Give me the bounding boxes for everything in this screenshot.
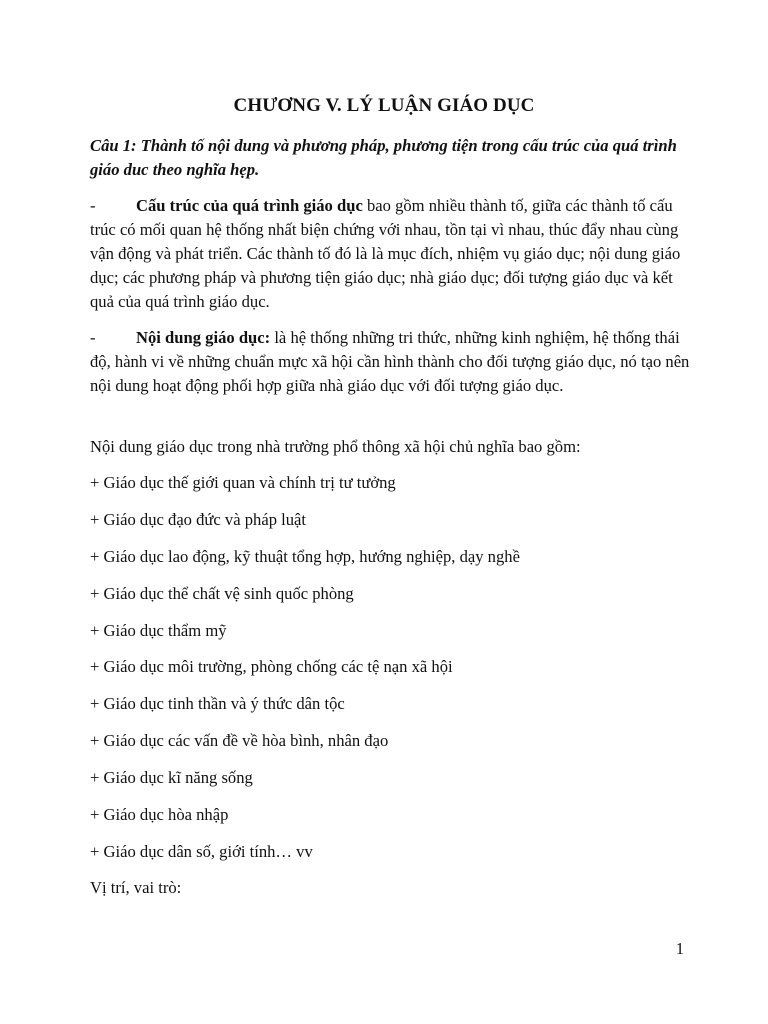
list-item: + Giáo dục hòa nhập bbox=[90, 805, 229, 824]
paragraph-dash: - bbox=[90, 328, 96, 347]
list-item: + Giáo dục kĩ năng sống bbox=[90, 768, 253, 787]
paragraph-text: bao gồm nhiều thành tố, giữa các thành tố cấu trúc có mối quan hệ thống nhất biện chứng với nhau, tồn tại vì nhau, thúc đẩy nhau cùng vận động và phát triển. Các thành tố đó là là mục đích, nhiệm vụ giáo dục; nội dung giáo dục; các phương pháp và phương tiện giáo dục; nhà giáo dục; đối tượng giáo dục và kết quả của quá trình giáo dục. bbox=[90, 196, 681, 311]
intro-line: Nội dung giáo dục trong nhà trường phổ thông xã hội chủ nghĩa bao gồm: bbox=[90, 437, 581, 456]
list-item: + Giáo dục các vấn đề về hòa bình, nhân đạo bbox=[90, 731, 389, 750]
paragraph-text: là hệ thống những tri thức, những kinh nghiệm, hệ thống thái độ, hành vi về những chuẩn mực xã hội cần hình thành cho đối tượng giáo dục, nó tạo nên nội dung hoạt động phối hợp giữa nhà giáo dục với đối tượng giáo dục. bbox=[90, 328, 690, 395]
list-item: + Giáo dục thế giới quan và chính trị tư tưởng bbox=[90, 473, 396, 492]
chapter-title: CHƯƠNG V. LÝ LUẬN GIÁO DỤC bbox=[233, 95, 535, 116]
list-item: + Giáo dục dân số, giới tính… vv bbox=[90, 842, 313, 861]
paragraph-content bbox=[90, 326, 690, 398]
list-item: + Giáo dục tinh thần và ý thức dân tộc bbox=[90, 694, 345, 713]
list-item: + Giáo dục thẩm mỹ bbox=[90, 621, 227, 640]
paragraph-structure bbox=[90, 194, 690, 314]
paragraph-bold-lead: Nội dung giáo dục: bbox=[136, 328, 271, 347]
list-item: + Giáo dục môi trường, phòng chống các tệ nạn xã hội bbox=[90, 657, 453, 676]
list-item: + Giáo dục đạo đức và pháp luật bbox=[90, 510, 307, 529]
closing-line: Vị trí, vai trò: bbox=[90, 878, 182, 897]
list-item: + Giáo dục lao động, kỹ thuật tổng hợp, hướng nghiệp, dạy nghề bbox=[90, 547, 520, 566]
paragraph-bold-lead: Cấu trúc của quá trình giáo dục bbox=[136, 196, 363, 215]
page-number: 1 bbox=[675, 939, 684, 958]
list-item: + Giáo dục thể chất vệ sinh quốc phòng bbox=[90, 584, 354, 603]
question-heading: Câu 1: Thành tố nội dung và phương pháp, phương tiện trong cấu trúc của quá trình giáo duc theo nghĩa hẹp. bbox=[90, 136, 677, 179]
paragraph-dash: - bbox=[90, 196, 96, 215]
